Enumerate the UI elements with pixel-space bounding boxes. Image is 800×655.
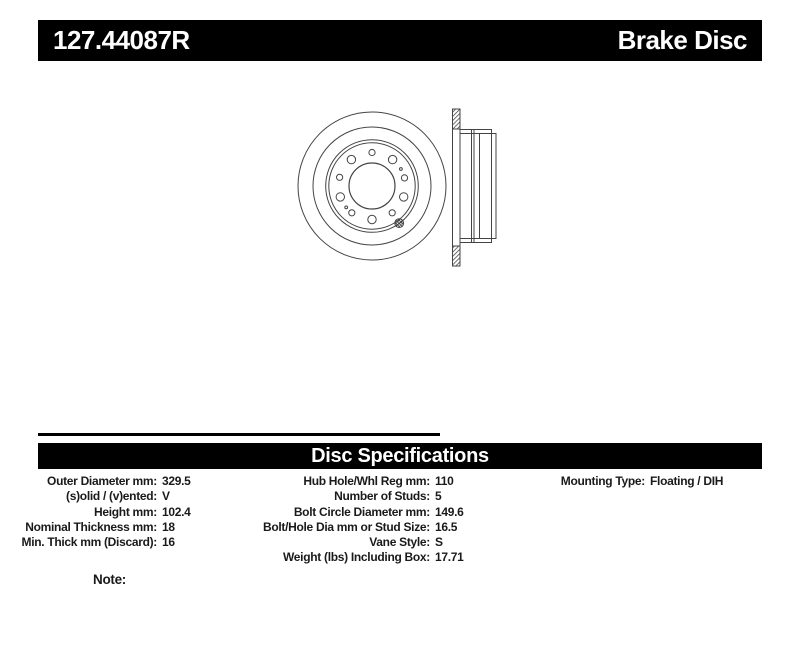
spec-label: Weight (lbs) Including Box: <box>283 550 430 565</box>
spec-value: S <box>435 535 443 550</box>
spec-row <box>518 474 723 489</box>
spec-value: Floating / DIH <box>650 474 724 488</box>
section-hatch-bottom <box>453 246 461 266</box>
spec-column-right <box>518 474 723 489</box>
spec-row <box>252 505 464 520</box>
spec-row <box>252 535 464 550</box>
spec-row <box>17 535 191 550</box>
spec-label: Nominal Thickness mm: <box>25 519 157 534</box>
note-label: Note: <box>93 572 126 587</box>
spec-label: Hub Hole/Whl Reg mm: <box>303 474 430 488</box>
disc-front-view <box>298 112 446 260</box>
spec-label: Bolt/Hole Dia mm or Stud Size: <box>262 519 430 534</box>
spec-label: Mounting Type: <box>560 474 645 488</box>
spec-value: 329.5 <box>162 474 191 488</box>
spec-label: Vane Style: <box>369 535 430 550</box>
product-title: Brake Disc <box>617 25 747 55</box>
balance-mark <box>395 219 404 228</box>
spec-value: 5 <box>435 489 442 504</box>
part-number: 127.44087R <box>53 25 190 55</box>
spec-value: 18 <box>162 519 175 534</box>
spec-row <box>17 489 191 504</box>
brake-disc-technical-drawing <box>285 95 510 280</box>
spec-label: (s)olid / (v)ented: <box>66 489 157 504</box>
spec-row <box>17 474 191 489</box>
spec-value: 17.71 <box>435 550 464 565</box>
disc-side-view <box>453 109 497 266</box>
spec-row <box>17 505 191 520</box>
spec-column-middle <box>252 474 464 566</box>
spec-label: Bolt Circle Diameter mm: <box>293 504 430 519</box>
spec-label: Height mm: <box>93 504 157 519</box>
spec-label: Min. Thick mm (Discard): <box>21 535 157 550</box>
divider-rule <box>38 433 440 436</box>
section-hatch-top <box>453 109 461 129</box>
spec-row <box>252 520 464 535</box>
spec-row <box>17 520 191 535</box>
spec-value: 149.6 <box>435 504 464 519</box>
spec-label: Number of Studs: <box>334 489 430 504</box>
spec-value: 16 <box>162 535 175 550</box>
header-bar <box>38 20 762 61</box>
spec-column-left <box>17 474 191 550</box>
disc-specifications-bar <box>38 443 762 469</box>
spec-value: V <box>162 489 170 504</box>
spec-label: Outer Diameter mm: <box>47 474 157 488</box>
spec-row <box>252 489 464 504</box>
spec-row <box>252 474 464 489</box>
disc-specifications-title: Disc Specifications <box>311 444 489 467</box>
spec-value: 110 <box>435 474 454 488</box>
spec-row <box>252 550 464 565</box>
spec-value: 102.4 <box>162 504 191 519</box>
spec-value: 16.5 <box>435 519 458 534</box>
